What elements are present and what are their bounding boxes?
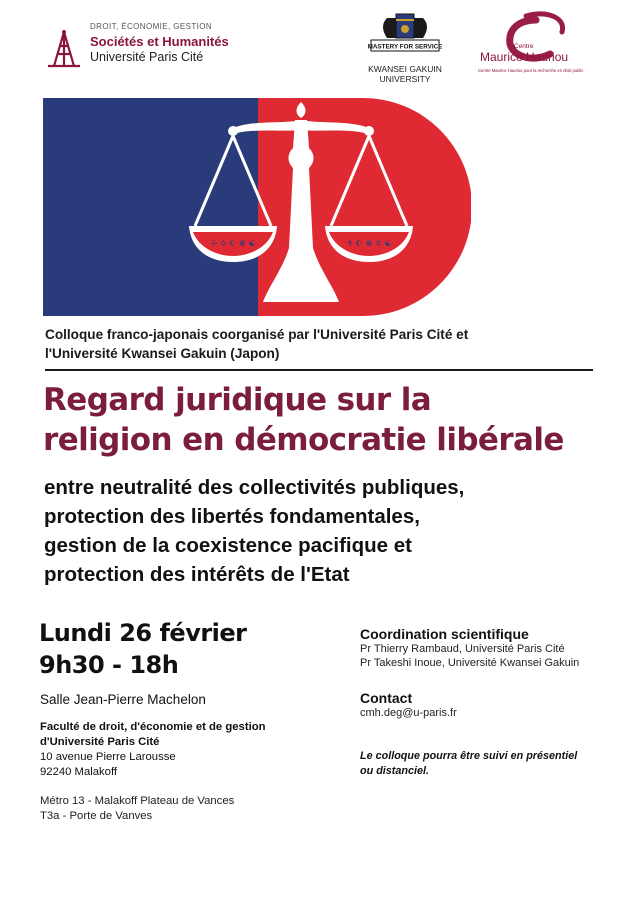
kwansei-name-line2: UNIVERSITY — [379, 74, 431, 84]
hauriou-name: Maurice Hauriou — [480, 50, 569, 64]
attendance-note — [360, 749, 600, 779]
hauriou-centre-label: Centre — [514, 43, 534, 50]
page-title — [43, 380, 623, 460]
svg-text:☩ ✡ ☪ ☸ ☯: ☩ ✡ ☪ ☸ ☯ — [210, 239, 256, 248]
coordinator-2: Pr Takeshi Inoue, Université Kwansei Gakuin — [360, 657, 580, 669]
paris-cite-emblem-icon — [44, 28, 84, 70]
subtitle-line-3: gestion de la coexistence pacifique et — [44, 534, 412, 557]
logo-line-universite: Université Paris Cité — [90, 50, 204, 64]
coordinator-1: Pr Thierry Rambaud, Université Paris Cité — [360, 643, 565, 655]
transport-tram: T3a - Porte de Vanves — [40, 810, 153, 822]
address-city: 92240 Malakoff — [40, 766, 118, 778]
svg-text:✝ ☪ ☸ ✡ ☯: ✝ ☪ ☸ ✡ ☯ — [346, 239, 392, 248]
kwansei-motto: MASTERY FOR SERVICE — [367, 43, 443, 51]
page-subtitle — [44, 473, 604, 589]
coordination-heading: Coordination scientifique — [360, 626, 529, 642]
event-address — [40, 720, 266, 780]
intro-line-1: Colloque franco-japonais coorganisé par l'Université Paris Cité et — [45, 327, 469, 342]
scales-banner — [43, 98, 471, 316]
contact-email[interactable]: cmh.deg@u-paris.fr — [360, 707, 457, 719]
event-transport — [40, 794, 234, 824]
event-date: Lundi 26 février — [39, 619, 247, 647]
intro-line-2: l'Université Kwansei Gakuin (Japon) — [45, 346, 280, 361]
event-room: Salle Jean-Pierre Machelon — [40, 692, 206, 707]
coordination-block — [360, 626, 579, 670]
contact-heading: Contact — [360, 690, 413, 706]
kwansei-name-line1: KWANSEI GAKUIN — [368, 64, 442, 74]
event-datetime — [39, 617, 247, 681]
contact-block — [360, 690, 457, 720]
subtitle-line-4: protection des intérêts de l'Etat — [44, 563, 350, 586]
centre-maurice-hauriou-logo — [478, 10, 600, 80]
banner-blue-panel — [43, 98, 258, 316]
hauriou-tagline: Centre Maurice Hauriou pour la recherche en droit public — [478, 68, 584, 73]
kwansei-gakuin-logo — [356, 12, 454, 84]
note-line-2: ou distanciel. — [360, 765, 429, 777]
subtitle-line-2: protection des libertés fondamentales, — [44, 505, 420, 528]
logo-line-faculty: DROIT, ÉCONOMIE, GESTION — [90, 22, 213, 31]
transport-metro: Métro 13 - Malakoff Plateau de Vances — [40, 795, 235, 807]
subtitle-line-1: entre neutralité des collectivités publiques, — [44, 476, 465, 499]
colloque-intro — [45, 325, 590, 363]
note-line-1: Le colloque pourra être suivi en présentiel — [360, 750, 578, 762]
address-street: 10 avenue Pierre Larousse — [40, 751, 176, 763]
divider-rule — [45, 369, 593, 371]
kwansei-crest-icon — [357, 12, 453, 62]
title-line-2: religion en démocratie libérale — [43, 422, 564, 458]
address-faculty-2: d'Université Paris Cité — [40, 736, 160, 748]
logo-line-societes: Sociétés et Humanités — [90, 34, 229, 49]
title-line-1: Regard juridique sur la — [43, 382, 432, 418]
event-time: 9h30 - 18h — [39, 651, 179, 679]
address-faculty-1: Faculté de droit, d'économie et de gestion — [40, 721, 266, 733]
